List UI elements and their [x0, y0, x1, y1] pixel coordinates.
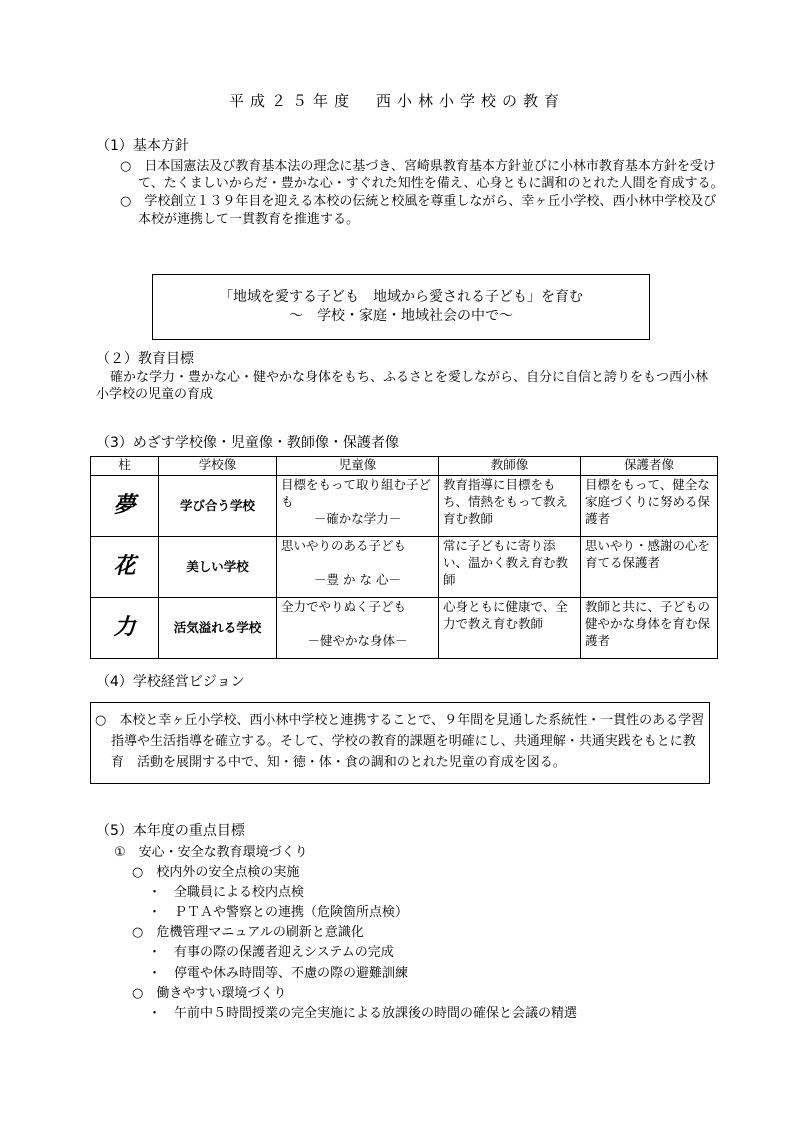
management-vision-box: [90, 702, 718, 784]
section-education-goal: [96, 350, 726, 404]
section-vision-images: [96, 434, 726, 453]
column-header: 柱: [91, 457, 159, 476]
priority-item: ・ 停電や休み時間等、不慮の際の避難訓練: [148, 965, 409, 981]
column-header: 教師像: [439, 457, 581, 476]
child-image-cell: [277, 476, 439, 537]
section-management-vision: [96, 673, 726, 692]
school-image-cell: 美しい学校: [159, 537, 277, 598]
document-title: 平成２５年度 西小林小学校の教育: [228, 92, 565, 110]
teacher-image-cell: 心身ともに健康で、全力で教え育む教師: [439, 598, 581, 659]
slogan-line: ～ 学校・家庭・地域社会の中で～: [289, 308, 513, 324]
parent-image-cell: 教師と共に、子どもの健やかな身体を育む保護者: [581, 598, 718, 659]
column-header: 学校像: [159, 457, 277, 476]
table-row: [91, 537, 718, 598]
teacher-image-cell: 教育指導に目標をもち、情熱をもって教え育む教師: [439, 476, 581, 537]
slogan-box: [152, 274, 650, 340]
pillar-cell: 花: [91, 537, 159, 598]
section-heading: （1）基本方針: [96, 138, 189, 154]
priority-group-title: ○ 働きやすい環境づくり: [132, 985, 287, 1001]
priority-group-title: ○ 校内外の安全点検の実施: [132, 864, 300, 880]
school-image-cell: 活気溢れる学校: [159, 598, 277, 659]
table-header-row: [91, 457, 718, 476]
section-basic-policy: [96, 137, 726, 228]
child-image-text: 目標をもって取り組む子ども: [281, 477, 432, 509]
priority-item: ・ 午前中５時間授業の完全実施による放課後の時間の確保と会議の精選: [148, 1005, 578, 1021]
vision-table: [90, 456, 718, 659]
parent-image-cell: 思いやり・感謝の心を育てる保護者: [581, 537, 718, 598]
child-image-cell: [277, 537, 439, 598]
priority-item: ・ 全職員による校内点検: [148, 884, 305, 900]
priority-item: ・ ＰＴＡや警察との連携（危険箇所点検）: [148, 905, 409, 921]
slogan-line: 「地域を愛する子ども 地域から愛される子ども」を育む: [219, 289, 583, 306]
parent-image-cell: 目標をもって、健全な家庭づくりに努める保護者: [581, 476, 718, 537]
teacher-image-cell: 常に子どもに寄り添い、温かく教え育む教師: [439, 537, 581, 598]
table-row: [91, 476, 718, 537]
column-header: 保護者像: [581, 457, 718, 476]
child-image-subtitle: －健やかな身体－: [307, 632, 408, 648]
section-heading: （3）めざす学校像・児童像・教師像・保護者像: [96, 435, 399, 451]
child-image-subtitle: －確かな学力－: [313, 510, 402, 526]
goal-text: 確かな学力・豊かな心・健やかな身体をもち、ふるさとを愛しながら、自分に自信と誇りをもつ西小林小学校の児童の育成: [96, 369, 709, 403]
school-image-cell: 学び合う学校: [159, 476, 277, 537]
section-heading: （5）本年度の重点目標: [96, 823, 245, 839]
column-header: 児童像: [277, 457, 439, 476]
priority-goal: ① 安心・安全な教育環境づくり: [114, 844, 308, 860]
section-heading: （4）学校経営ビジョン: [96, 674, 245, 690]
policy-item: ○ 日本国憲法及び教育基本法の理念に基づき、宮崎県教育基本方針並びに小林市教育基本方針を受けて、たくましいからだ・豊かな心・すぐれた知性を備え、心身ともに調和のとれた人間を育成する。: [120, 158, 724, 192]
pillar-cell: 力: [91, 598, 159, 659]
section-priority-goals: [96, 821, 716, 1024]
policy-item: ○ 学校創立１３９年目を迎える本校の伝統と校風を尊重しながら、幸ヶ丘小学校、西小林中学校及び本校が連携して一貫教育を推進する。: [120, 193, 717, 227]
child-image-subtitle: －豊 か な 心－: [314, 571, 401, 587]
child-image-cell: [277, 598, 439, 659]
pillar-cell: 夢: [91, 476, 159, 537]
child-image-text: 思いやりのある子ども: [281, 538, 407, 553]
priority-group-title: ○ 危機管理マニュアルの刷新と意識化: [132, 925, 364, 941]
section-heading: （２）教育目標: [96, 351, 194, 367]
management-vision-text: ○ 本校と幸ヶ丘小学校、西小林中学校と連携することで、９年間を見通した系統性・一貫性のある学習 指導や生活指導を確立する。そして、学校の教育的課題を明確にし、共通理解・共通実践をもとに教育 活動を展開する中で、知・徳・体・食の調和のとれた児童の育成を図る。: [95, 713, 718, 770]
priority-item: ・ 有事の際の保護者迎えシステムの完成: [148, 945, 394, 961]
child-image-text: 全力でやりぬく子ども: [281, 599, 407, 614]
table-row: [91, 598, 718, 659]
